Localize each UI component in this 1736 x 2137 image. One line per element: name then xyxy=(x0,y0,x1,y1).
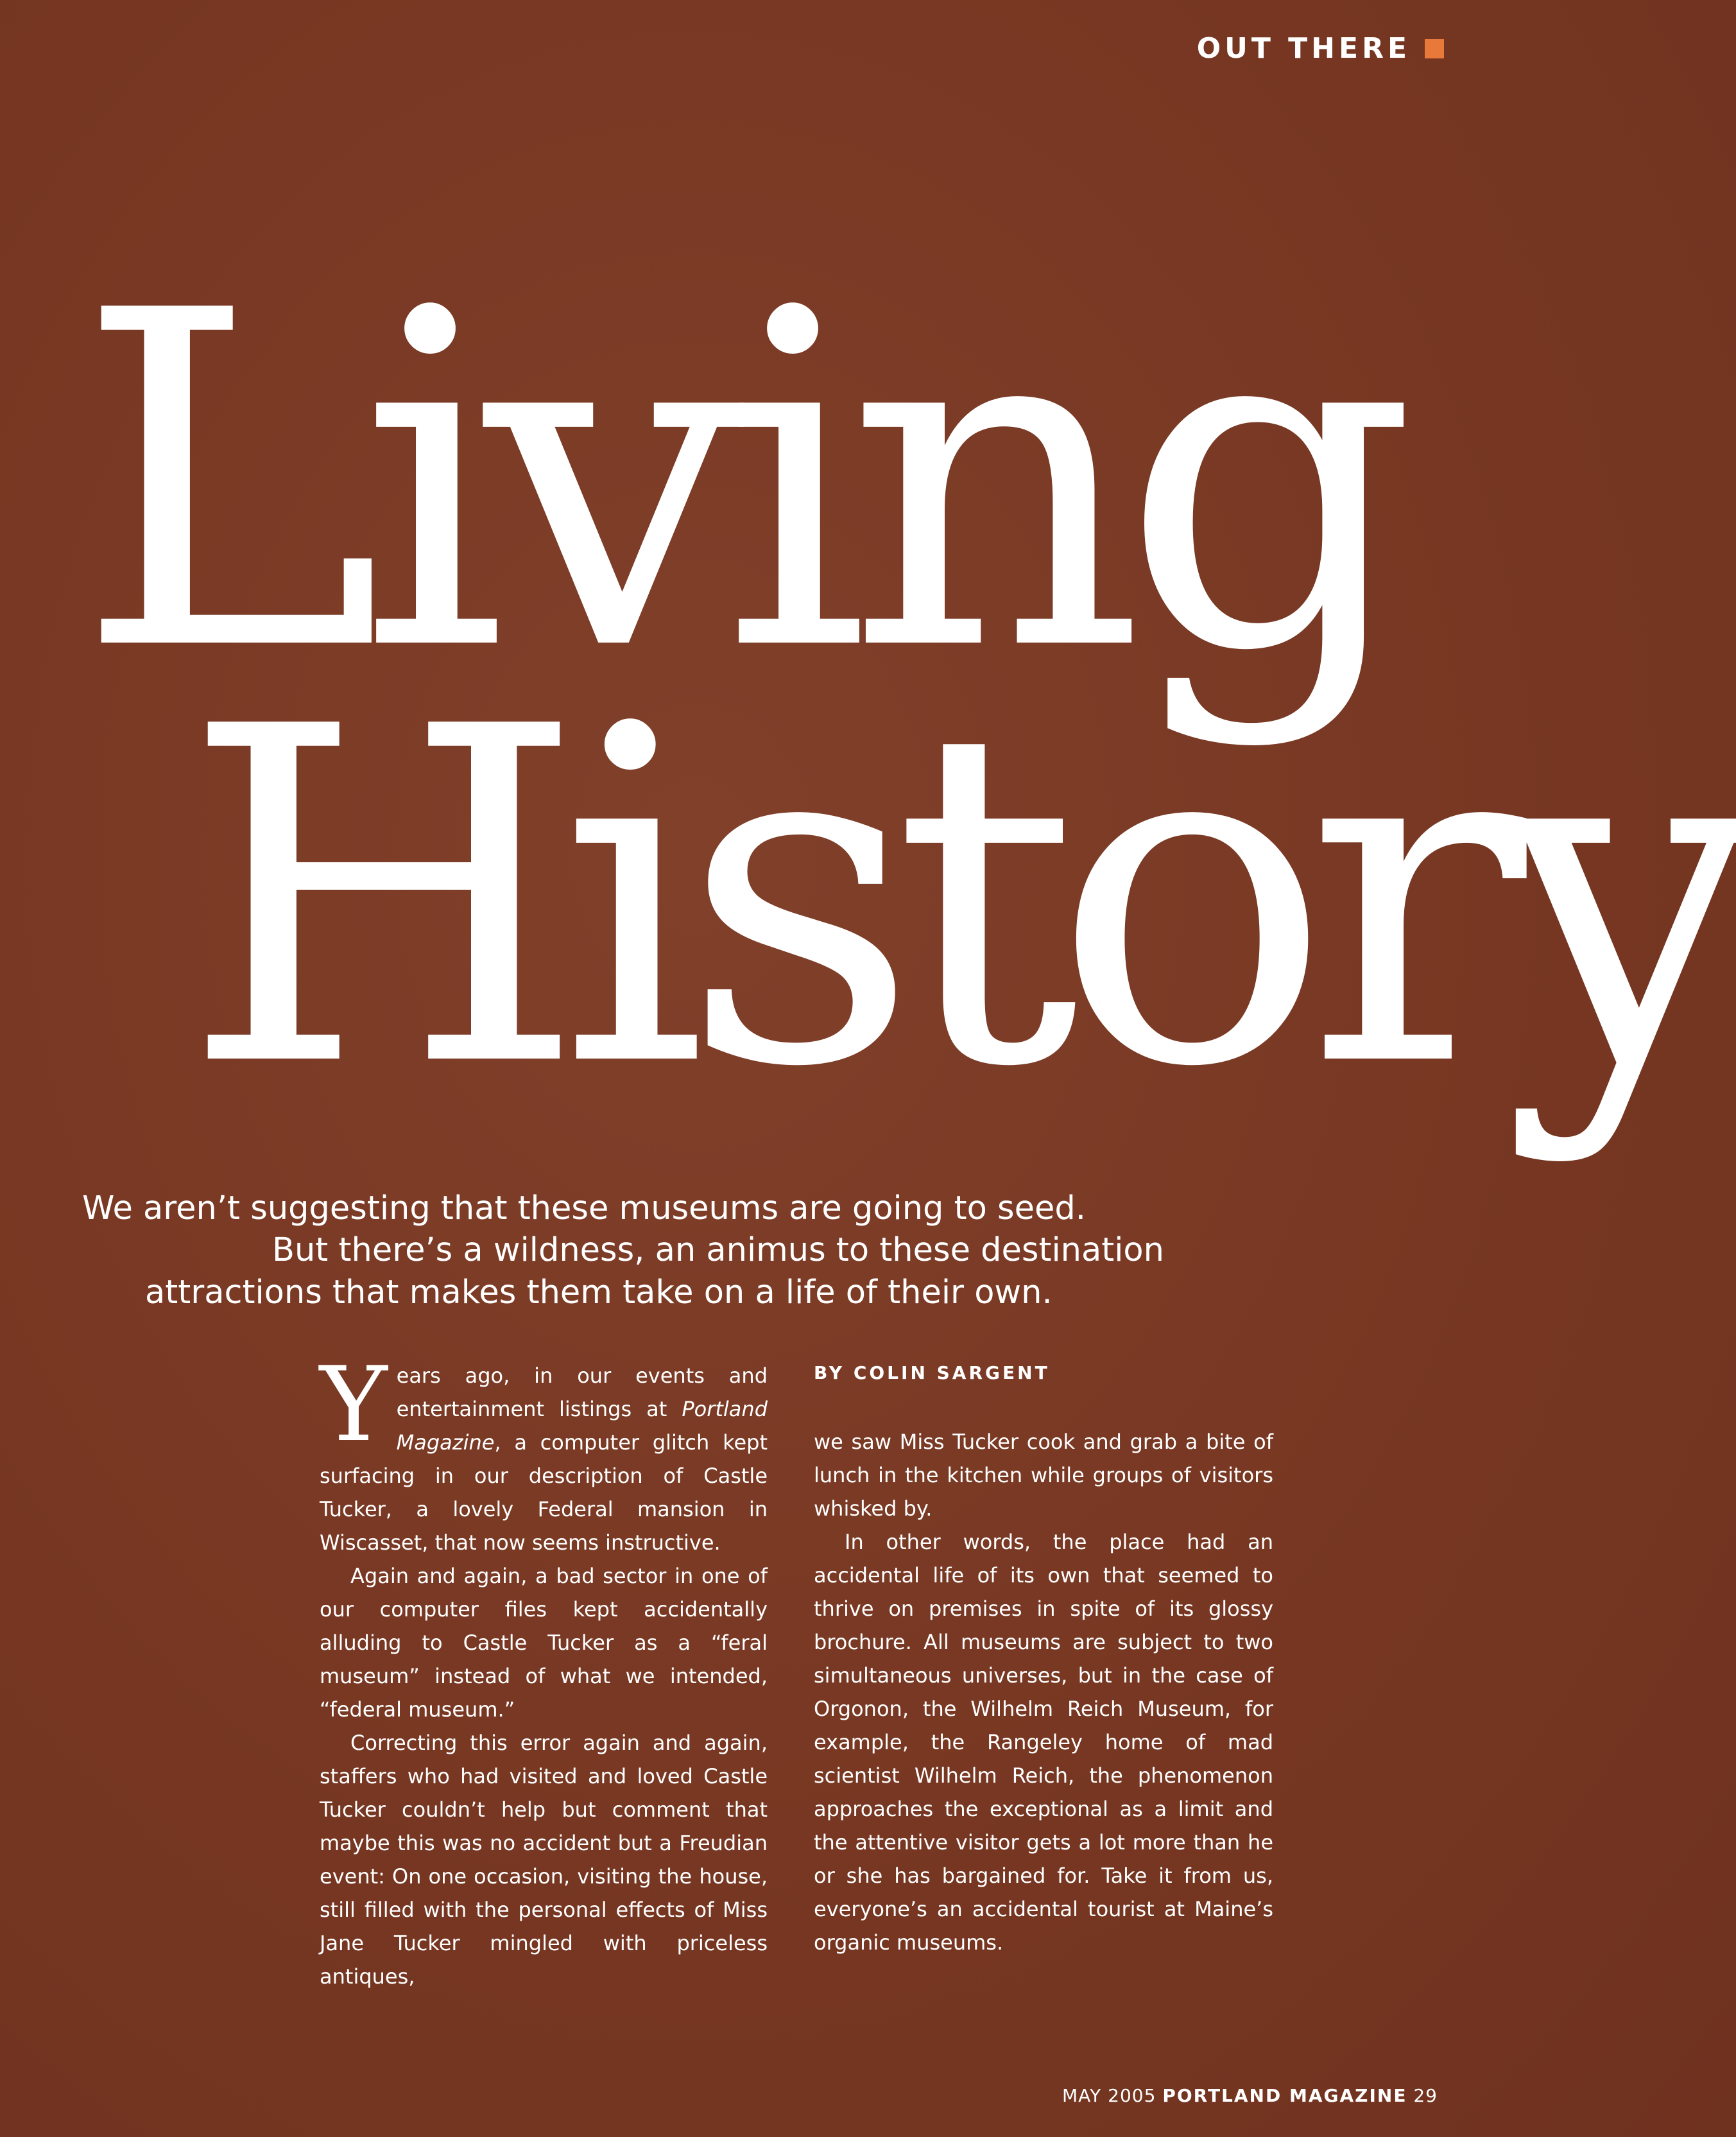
dropcap: Y xyxy=(320,1344,388,1464)
section-label-text: OUT THERE xyxy=(1196,32,1411,65)
article-paragraph-5: In other words, the place had an accidental life of its own that seemed to thrive on premises in spite of its glossy brochure. All museums are subject to two simultaneous universes, but in the case of Orgonon, the Wilhelm Reich Museum, for example, the Rangeley home of mad scientist Wilhelm Reich, the phenomenon approaches the exceptional as a limit and the attentive visitor gets a lot more than he or she has bargained for. Take it from us, everyone’s an accidental tourist at Maine’s organic museums. xyxy=(814,1530,1273,1955)
page-footer xyxy=(1062,2085,1438,2106)
paragraph-1-text-end: , a computer glitch kept surfacing in our description of Castle Tucker, a lovely Federal mansion in Wiscasset, that now seems instructive. xyxy=(320,1430,768,1555)
section-square-icon xyxy=(1425,39,1444,58)
footer-date: MAY 2005 xyxy=(1062,2085,1156,2106)
footer-magazine-name: PORTLAND MAGAZINE xyxy=(1162,2085,1407,2106)
byline: BY COLIN SARGENT xyxy=(814,1362,1050,1383)
article-paragraph-4: we saw Miss Tucker cook and grab a bite of lunch in the kitchen while groups of visitors whisked by. xyxy=(814,1430,1273,1521)
article-column-left xyxy=(320,1344,768,1993)
article-paragraph-1 xyxy=(320,1344,768,1559)
magazine-name-italic: Portland Magazine xyxy=(396,1397,768,1455)
title-line-2: History xyxy=(182,630,1736,1168)
deck-line-2: But there’s a wildness, an animus to these destination xyxy=(272,1231,1164,1269)
deck-line-1: We aren’t suggesting that these museums are going to seed. xyxy=(82,1190,1086,1227)
article-column-right xyxy=(814,1425,1273,1959)
section-label xyxy=(1197,32,1444,65)
article-paragraph-3: Correcting this error again and again, staffers who had visited and loved Castle Tucker couldn’t help but comment that maybe this was no accident but a Freudian event: On one occasion, visiting the house, still filled with the personal effects of Miss Jane Tucker mingled with priceless antiques, xyxy=(320,1731,768,1989)
deck-line-3: attractions that makes them take on a life of their own. xyxy=(145,1274,1053,1311)
footer-page-number: 29 xyxy=(1413,2085,1438,2106)
paragraph-1-text: ears ago, in our events and entertainment listings at xyxy=(396,1363,768,1421)
article-paragraph-2: Again and again, a bad sector in one of our computer files kept accidentally alluding to Castle Tucker as a “feral museum” instead of what we intended, “federal museum.” xyxy=(320,1564,768,1722)
title-line-1: Living xyxy=(76,214,1395,752)
